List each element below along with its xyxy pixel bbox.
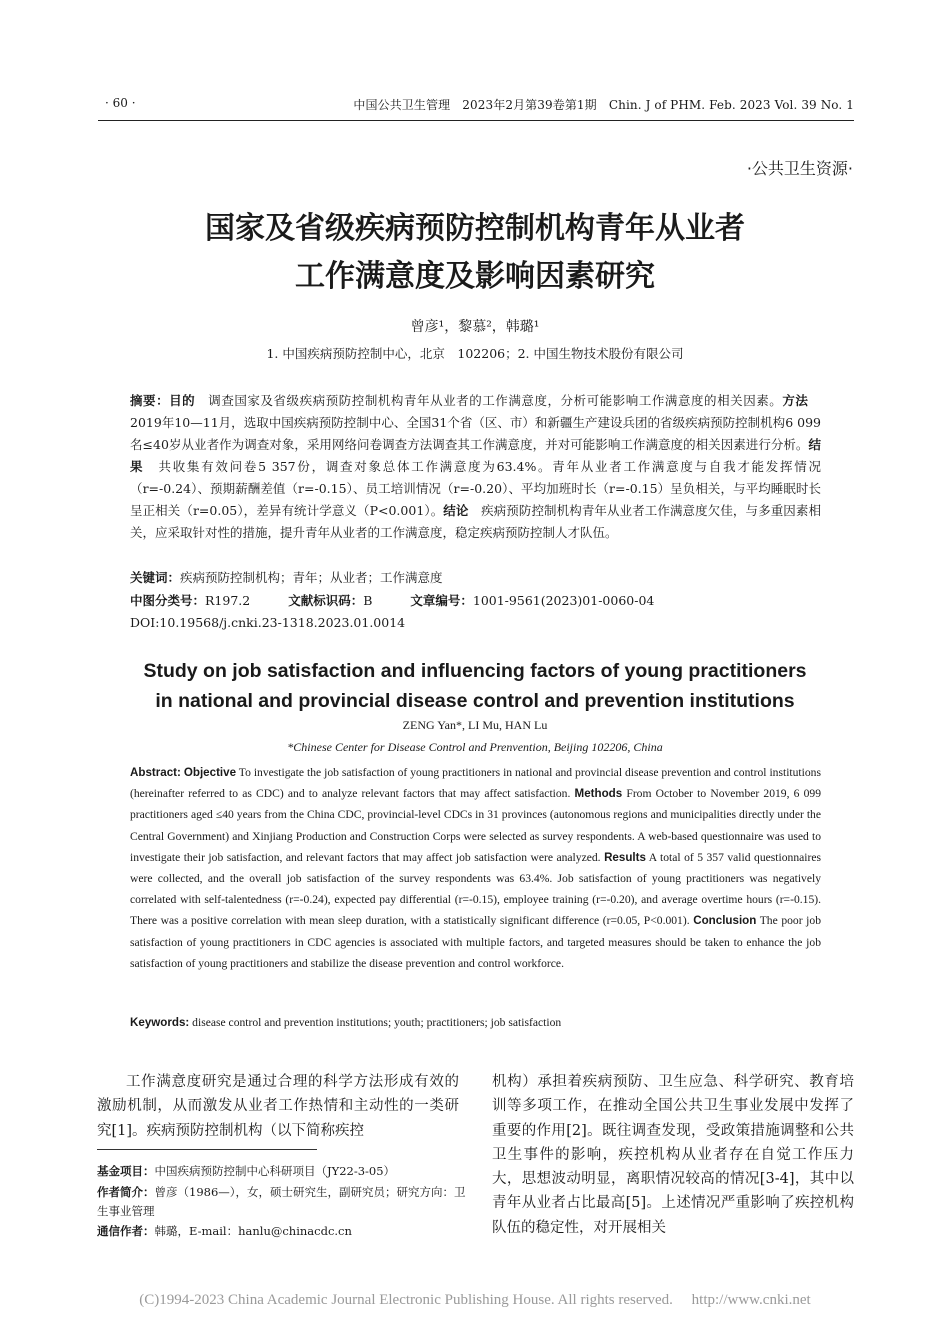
conclusion-cn: 疾病预防控制机构青年从业者工作满意度欠佳，与多重因素相关，应采取针对性的措施，提升青年从业者的工作满意度，稳定疾病预防控制人才队伍。	[130, 503, 821, 540]
keywords-cn	[130, 568, 443, 588]
doc-code-label: 文献标识码：	[288, 593, 364, 608]
author-intro-label: 作者简介：	[97, 1185, 155, 1199]
title-cn-line2: 工作满意度及影响因素研究	[295, 259, 655, 294]
affiliation-en: *Chinese Center for Disease Control and Prenvention, Beijing 102206, China	[287, 740, 663, 754]
article-number-value: 1001-9561(2023)01-0060-04	[472, 593, 655, 608]
footnote-corresponding	[97, 1222, 467, 1241]
keywords-cn-text: 疾病预防控制机构；青年；从业者；工作满意度	[180, 570, 443, 585]
doi: DOI:10.19568/j.cnki.23-1318.2023.01.0014	[130, 615, 406, 630]
copyright-watermark: (C)1994-2023 China Academic Journal Electronic Publishing House. All rights reserved. http://www.cnki.net	[139, 1292, 811, 1308]
methods-cn-label: 方法	[782, 393, 809, 408]
results-en-label: Results	[604, 850, 646, 864]
clc-value: R197.2	[205, 593, 251, 608]
corresponding-text: 韩璐，E-mail：hanlu@chinacdc.cn	[154, 1224, 352, 1238]
page-number: · 60 ·	[105, 96, 136, 110]
abstract-en	[130, 762, 821, 974]
abstract-en-label: Abstract:	[130, 766, 181, 779]
fund-text: 中国疾病预防控制中心科研项目（JY22-3-05）	[154, 1164, 396, 1178]
authors-en: ZENG Yan*, LI Mu, HAN Lu	[402, 718, 548, 732]
conclusion-en-label: Conclusion	[693, 914, 757, 928]
methods-cn: 2019年10—11月，选取中国疾病预防控制中心、全国31个省（区、市）和新疆生产建设兵团的省级疾病预防控制机构6 099名≤40岁从业者作为调查对象，采用网络问卷调查方法调查其工作满意度，并对可能影响工作满意度的相关因素进行分析。	[130, 393, 821, 452]
methods-en-label: Methods	[574, 787, 623, 801]
objective-cn-label: 目的	[169, 393, 196, 408]
title-en-line2: in national and provincial disease control and prevention institutions	[155, 690, 795, 712]
footnote-author	[97, 1183, 467, 1221]
title-cn-line1: 国家及省级疾病预防控制机构青年从业者	[205, 211, 745, 246]
objective-en: To investigate the job satisfaction of young practitioners in national and provincial disease prevention and control institutions (hereinafter referred to as CDC) and to analyze relevant factors that may affect satisfaction.	[130, 766, 821, 801]
clc-label: 中图分类号：	[130, 593, 206, 608]
affiliations-cn: 1. 中国疾病预防控制中心，北京 102206；2. 中国生物技术股份有限公司	[266, 346, 684, 361]
corresponding-label: 通信作者：	[97, 1224, 155, 1238]
objective-cn: 调查国家及省级疾病预防控制机构青年从业者的工作满意度，分析可能影响工作满意度的相关因素。	[195, 393, 783, 408]
objective-en-label: Objective	[183, 766, 237, 779]
abstract-cn	[130, 390, 821, 544]
author-intro-text: 曾彦（1986—），女，硕士研究生，副研究员；研究方向：卫生事业管理	[97, 1185, 466, 1218]
title-en-line1: Study on job satisfaction and influencing factors of young practitioners	[143, 660, 807, 682]
results-cn-label: 结果	[130, 437, 821, 474]
section-label: ·公共卫生资源·	[746, 159, 853, 178]
header-rule	[98, 120, 854, 121]
footnote-fund	[97, 1162, 467, 1181]
conclusion-en: The poor job satisfaction of young practitioners in CDC agencies is associated with multiple factors, and targeted measures should be taken to enhance the job satisfaction of young practitioners and stabilize the disease prevention and control workforce.	[130, 914, 821, 970]
keywords-en-text: disease control and prevention institutions; youth; practitioners; job satisfaction	[189, 1016, 562, 1029]
keywords-en-label: Keywords:	[130, 1016, 190, 1029]
body-left-column: 工作满意度研究是通过合理的科学方法形成有效的激励机制，从而激发从业者工作热情和主动性的一类研究[1]。疾病预防控制机构（以下简称疾控	[97, 1074, 459, 1139]
keywords-en	[130, 1016, 561, 1029]
methods-en: From October to November 2019, 6 099 practitioners aged ≤40 years from the China CDC, provincial-level CDCs in 31 provinces (autonomous regions and municipalities directly under the Central Government) and Xinjiang Production and Construction Corps were selected as survey respondents. A web-based questionnaire was used to investigate their job satisfaction, and relevant factors that may affect job satisfaction were analyzed.	[130, 787, 821, 864]
results-cn: 共收集有效问卷5 357份，调查对象总体工作满意度为63.4%。青年从业者工作满意度与自我才能发挥情况（r=-0.24）、预期薪酬差值（r=-0.15）、员工培训情况（r=-0.20）、平均加班时长（r=-0.15）呈负相关，与平均睡眠时长呈正相关（r=0.05），差异有统计学意义（P<0.001）。	[130, 459, 821, 518]
doc-code-value: B	[363, 593, 373, 608]
footnote-rule	[97, 1149, 317, 1150]
keywords-cn-label: 关键词：	[130, 570, 181, 585]
results-en: A total of 5 357 valid questionnaires were collected, and the overall job satisfaction of the survey respondents was 63.4%. Job satisfaction of young practitioners was negatively correlated with self-talentedness (r=-0.24), expected pay differential (r=-0.15), employee training (r=-0.20), and average overtime hours (r=-0.15). There was a positive correlation with mean sleep duration, with a statistically significant difference (r=0.05, P<0.001).	[130, 850, 821, 928]
journal-header: 中国公共卫生管理 2023年2月第39卷第1期 Chin. J of PHM. Feb. 2023 Vol. 39 No. 1	[353, 98, 854, 112]
article-number-label: 文章编号：	[410, 593, 473, 608]
authors-cn: 曾彦¹，黎慕²，韩璐¹	[410, 319, 540, 335]
fund-label: 基金项目：	[97, 1164, 155, 1178]
classification-row	[130, 591, 830, 611]
abstract-cn-label: 摘要：	[130, 393, 170, 408]
conclusion-cn-label: 结论	[443, 503, 469, 518]
body-right-column: 机构）承担着疾病预防、卫生应急、科学研究、教育培训等多项工作，在推动全国公共卫生事业发展中发挥了重要的作用[2]。既往调查发现，受政策措施调整和公共卫生事件的影响，疾控机构从业者存在自觉工作压力大，思想波动明显，离职情况较高的情况[3-4]，其中以青年从业者占比最高[5]。上述情况严重影响了疾控机构队伍的稳定性，对开展相关	[492, 1074, 854, 1236]
